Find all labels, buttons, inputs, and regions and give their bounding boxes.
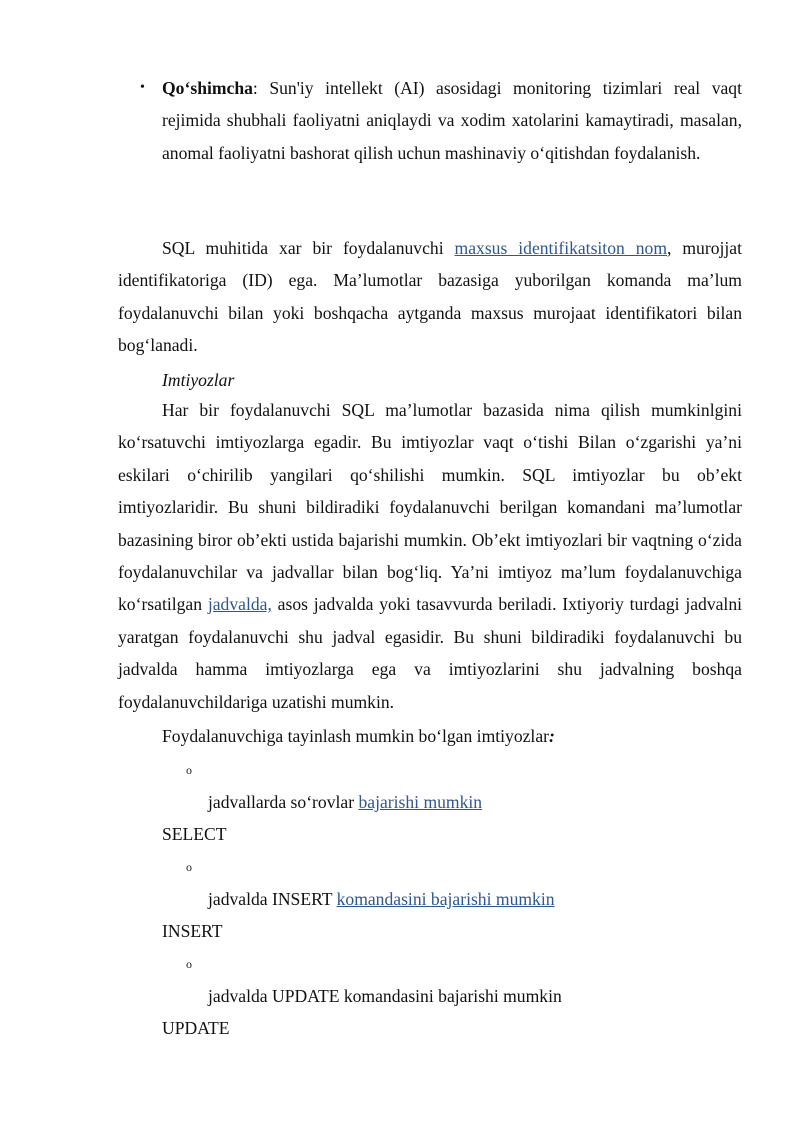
privileges-list-intro (162, 722, 555, 750)
privilege-name-select: SELECT (162, 824, 227, 844)
privilege-description (208, 885, 555, 913)
link-komandasini-bajarishi-mumkin[interactable]: komandasini bajarishi mumkin (336, 889, 555, 909)
privilege-description (208, 788, 482, 816)
para1-text-end: , murojjat identifikatoriga (ID) ega. Ma’lumotlar bazasiga yuborilgan komanda ma’lum foydalanuvchi bilan yoki boshqacha aytganda maxsus murojaat identifikatori bilan bog‘lanadi. (118, 238, 742, 356)
list-item-marker: o (186, 763, 192, 777)
privilege-desc-text: jadvalda UPDATE komandasini bajarishi mumkin (208, 986, 562, 1006)
bullet-body: : Sun'iy intellekt (AI) asosidagi monitoring tizimlari real vaqt rejimida shubhali faoliyatni aniqlaydi va xodim xatolarini kamaytiradi, masalan, anomal faoliyatni bashorat qilish uchun mashinaviy o‘qitishdan foydalanish. (162, 78, 742, 163)
bullet-marker: • (140, 80, 145, 95)
paragraph-sql-identifier (118, 232, 742, 362)
bullet-item (118, 72, 742, 169)
link-jadvalda[interactable]: jadvalda, (207, 594, 272, 615)
para2-text-end: asos jadvalda yoki tasavvurda beriladi. Ixtiyoriy turdagi jadvalni yaratgan foydalanuvchi shu jadval egasidir. Bu shuni bildiradiki foydalanuvchi bu jadvalda hamma imtiyozlarga ega va imtiyozlarini shu jadvalning boshqa foydalanuvchildariga uzatishi mumkin. (118, 594, 742, 712)
privilege-name-insert: INSERT (162, 921, 223, 941)
list-item-marker: o (186, 957, 192, 971)
privilege-description (208, 982, 562, 1010)
paragraph-privileges (118, 394, 742, 718)
link-bajarishi-mumkin[interactable]: bajarishi mumkin (358, 792, 483, 812)
privilege-name-update: UPDATE (162, 1018, 230, 1038)
bullet-term: Qo‘shimcha (162, 78, 253, 98)
bullet-text (162, 72, 742, 169)
list-item-marker: o (186, 860, 192, 874)
para1-text-start: SQL muhitida xar bir foydalanuvchi (162, 238, 455, 258)
para2-text-start: Har bir foydalanuvchi SQL ma’lumotlar bazasida nima qilish mumkinlgini ko‘rsatuvchi imtiyozlarga egadir. Bu imtiyozlar vaqt o‘tishi Bilan o‘zgarishi ya’ni eskilari o‘chirilib yangilari qo‘shilishi mumkin. SQL imtiyozlar bu ob’ekt imtiyozlaridir. Bu shuni bildiradiki foydalanuvchi berilgan komandani ma’lumotlar bazasining biror ob’ekti ustida bajarishi mumkin. Ob’ekt imtiyozlari bir vaqtning o‘zida foydalanuvchilar va jadvallar bilan bog‘liq. Ya’ni imtiyoz ma’lum foydalanuvchiga ko‘rsatilgan (118, 400, 742, 615)
list-intro-text: Foydalanuvchiga tayinlash mumkin bo‘lgan imtiyozlar (162, 726, 549, 746)
list-intro-colon: : (549, 726, 555, 746)
privilege-desc-text: jadvalda INSERT (208, 889, 337, 909)
privilege-desc-text: jadvallarda so‘rovlar (208, 792, 359, 812)
link-maxsus-identifikatsiton-nom[interactable]: maxsus identifikatsiton nom (454, 238, 668, 258)
section-heading: Imtiyozlar (162, 370, 235, 390)
